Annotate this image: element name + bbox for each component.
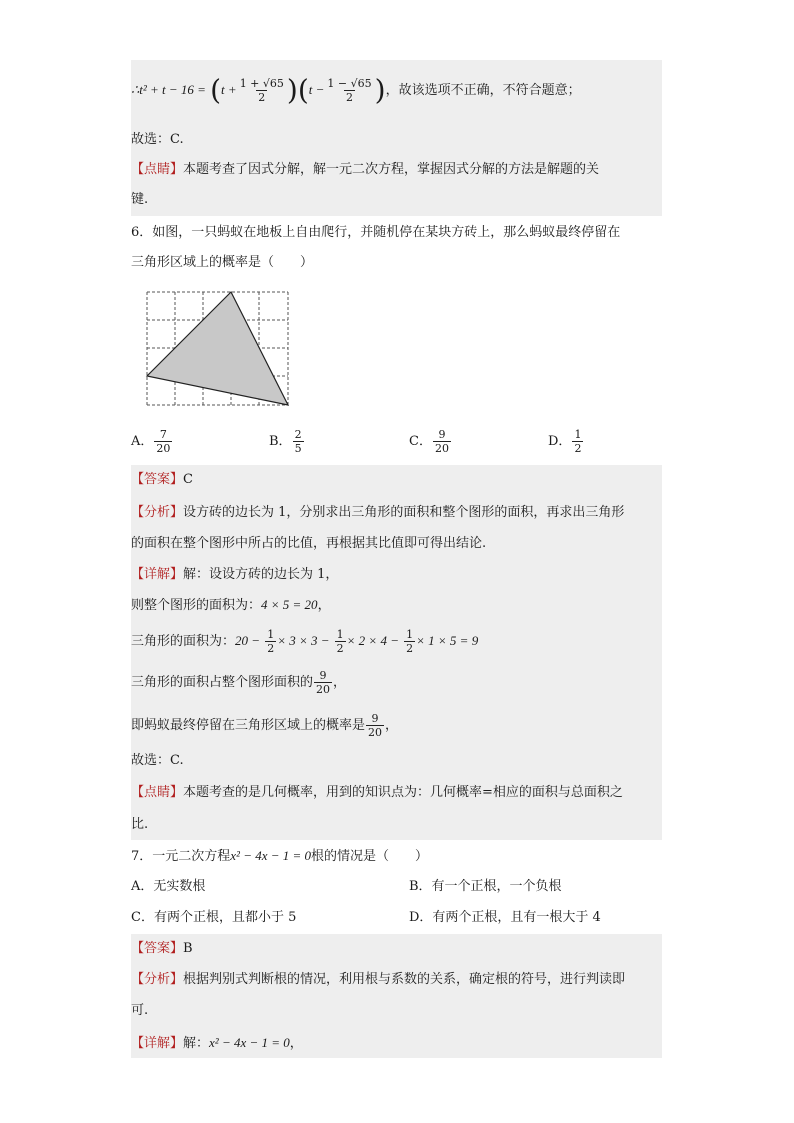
q6-option-d: D． $\frac{1}{2}$ — [548, 428, 582, 455]
floor-tile-diagram — [145, 290, 295, 410]
q6-stem-1: 6．如图，一只蚂蚁在地板上自由爬行，并随机停在某块方砖上，那么蚂蚁最终停留在 — [131, 225, 621, 240]
comment-line-5a: 【点睛】本题考查了因式分解，解一元二次方程，掌握因式分解的方法是解题的关 — [131, 162, 600, 177]
q7-analysis-2: 可. — [131, 1003, 149, 1018]
q6-detail-5: 即蚂蚁最终停留在三角形区域上的概率是 $\frac{9}{20}$ ， — [131, 712, 399, 739]
comment-line-5b: 键. — [131, 192, 149, 207]
q6-option-b: B． $\frac{2}{5}$ — [269, 428, 302, 455]
q6-detail-3: 三角形的面积为：20 − $\frac{1}{2}$ × 3 × 3 − $\frac{1}{2}$ × 2 × 4 − $\frac{1}{2}$ × 1 × 5 = 9 — [131, 628, 479, 655]
choose-line-5: 故选：C. — [131, 132, 184, 147]
q7-option-a: A．无实数根 — [131, 879, 206, 894]
factorization-line: ∴t² + t − 16 = (t + $\frac{1 + √65}{2}$ )(t − $\frac{1 - √65}{2}$ )，故该选项不正确，不符合题意； — [131, 73, 581, 107]
q6-detail-4: 三角形的面积占整个图形面积的 $\frac{9}{20}$ ， — [131, 669, 347, 696]
q6-comment-1: 【点睛】本题考查的是几何概率，用到的知识点为：几何概率=相应的面积与总面积之 — [131, 785, 623, 800]
comment-tag: 【点睛】 — [131, 162, 184, 177]
q6-choose: 故选：C. — [131, 753, 184, 768]
q6-answer: 【答案】C — [131, 472, 193, 487]
q6-comment-2: 比. — [131, 817, 149, 832]
q6-option-c: C． $\frac{9}{20}$ — [409, 428, 449, 455]
factor-tail: ，故该选项不正确，不符合题意； — [385, 83, 581, 98]
q7-option-d: D．有两个正根，且有一根大于 4 — [409, 910, 601, 925]
q7-option-c: C．有两个正根，且都小于 5 — [131, 910, 297, 925]
q7-answer: 【答案】B — [131, 941, 193, 956]
factor-fraction-1: $\frac{1 + √65}{2}$ — [239, 77, 284, 104]
q6-option-a: A． $\frac{7}{20}$ — [131, 428, 171, 455]
factor-fraction-2: $\frac{1 - √65}{2}$ — [327, 77, 372, 104]
q6-stem-2: 三角形区域上的概率是（ ） — [131, 255, 314, 270]
q6-detail-2: 则整个图形的面积为：4 × 5 = 20， — [131, 597, 331, 613]
q7-analysis-1: 【分析】根据判别式判断根的情况，利用根与系数的关系，确定根的符号，进行判读即 — [131, 972, 626, 987]
factor-lhs: ∴t² + t − 16 = — [131, 82, 206, 97]
q6-detail-1: 【详解】解：设设方砖的边长为 1， — [131, 567, 339, 582]
q7-stem: 7．一元二次方程x² − 4x − 1 = 0根的情况是（ ） — [131, 848, 429, 864]
q6-analysis-1: 【分析】设方砖的边长为 1，分别求出三角形的面积和整个图形的面积，再求出三角形 — [131, 505, 625, 520]
q7-option-b: B．有一个正根，一个负根 — [409, 879, 562, 894]
q7-detail: 【详解】解：x² − 4x − 1 = 0， — [131, 1035, 303, 1051]
q6-analysis-2: 的面积在整个图形中所占的比值，再根据其比值即可得出结论. — [131, 536, 487, 551]
